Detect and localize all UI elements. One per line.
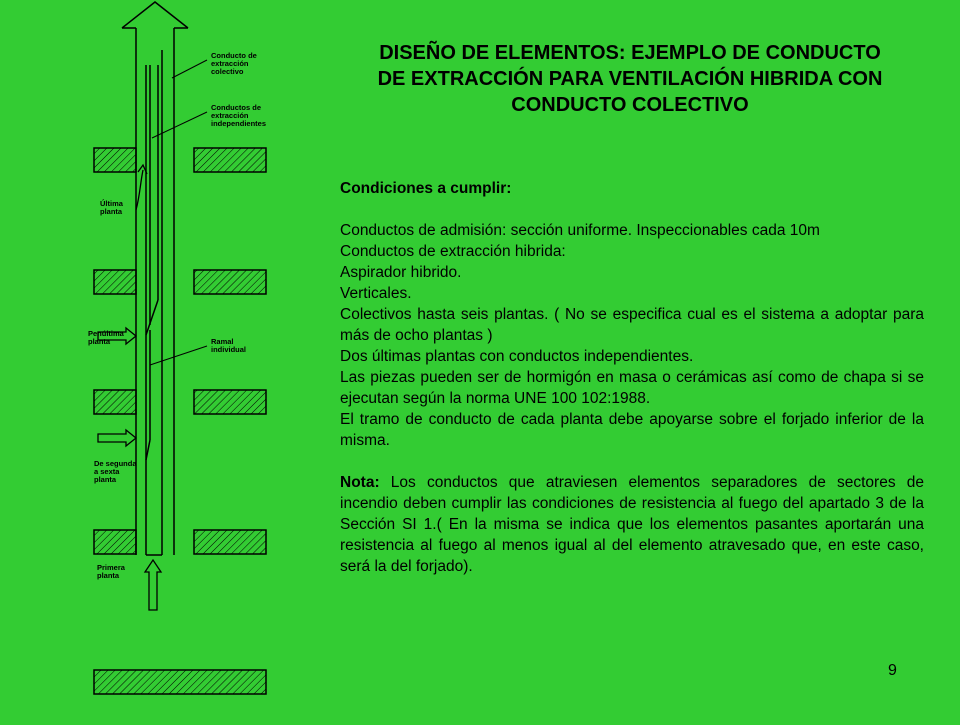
label-collective-duct: Conducto de extracción colectivo [211, 51, 257, 76]
body-line-independent: Dos últimas plantas con conductos independientes. [340, 348, 694, 365]
body-line-admission: Conductos de admisión: sección uniforme. Inspeccionables cada 10m [340, 222, 820, 239]
slab-right-1 [194, 148, 266, 172]
slab-left-1 [94, 148, 136, 172]
slab-left-2 [94, 270, 136, 294]
exhaust-arrow-head [122, 2, 188, 28]
label-penultimate-floor: Penúltima planta [88, 329, 124, 346]
body-line-vertical: Verticales. [340, 285, 412, 302]
slab-right-2 [194, 270, 266, 294]
note-text: Los conductos que atraviesen elementos separadores de sectores de incendio deben cumplir las condiciones de resistencia al fuego del apartado 3 de la Sección SI 1.( En la misma se indica que los elementos pasantes aportarán una resistencia al fuego al menos igual al del elemento atravesado que, en este caso, será la del forjado). [340, 474, 924, 575]
duct-diagram [0, 0, 330, 720]
body-line-collective: Colectivos hasta seis plantas. ( No se especifica cual es el sistema a adoptar para más de ocho plantas ) [340, 306, 924, 344]
body-line-aspirator: Aspirador hibrido. [340, 264, 462, 281]
note-label: Nota: [340, 474, 380, 491]
second-sixth-arrow [98, 430, 136, 446]
page-number: 9 [888, 662, 897, 679]
spacer [340, 451, 924, 472]
body-line-materials: Las piezas pueden ser de hormigón en masa o cerámicas así como de chapa si se ejecutan según la norma UNE 100 102:1988. [340, 369, 924, 407]
slab-right-3 [194, 390, 266, 414]
duct-diagram-drawing [0, 0, 330, 720]
note-paragraph [340, 472, 924, 577]
last-floor-curved-arrow [136, 170, 143, 210]
label-last-floor: Última planta [100, 199, 123, 216]
label-first-floor: Primera planta [97, 563, 125, 580]
conditions-heading: Condiciones a cumplir: [340, 180, 512, 197]
slab-bottom [94, 670, 266, 694]
slide-title: DISEÑO DE ELEMENTOS: EJEMPLO DE CONDUCTO DE EXTRACCIÓN PARA VENTILACIÓN HIBRIDA CON CONDUCTO COLECTIVO [377, 42, 883, 116]
slab-left-4 [94, 530, 136, 554]
slab-left-3 [94, 390, 136, 414]
slide-body [340, 178, 924, 577]
label-second-to-sixth-floor: De segunda a sexta planta [94, 459, 137, 484]
slab-right-4 [194, 530, 266, 554]
first-floor-arrow [145, 560, 161, 610]
spacer [340, 199, 924, 220]
floor-slabs [94, 148, 266, 694]
label-individual-branch: Ramal individual [211, 337, 247, 354]
body-line-hybrid: Conductos de extracción hibrida: [340, 243, 566, 260]
body-line-support: El tramo de conducto de cada planta debe apoyarse sobre el forjado inferior de la misma. [340, 411, 924, 449]
label-independent-ducts: Conductos de extracción independientes [211, 103, 267, 128]
